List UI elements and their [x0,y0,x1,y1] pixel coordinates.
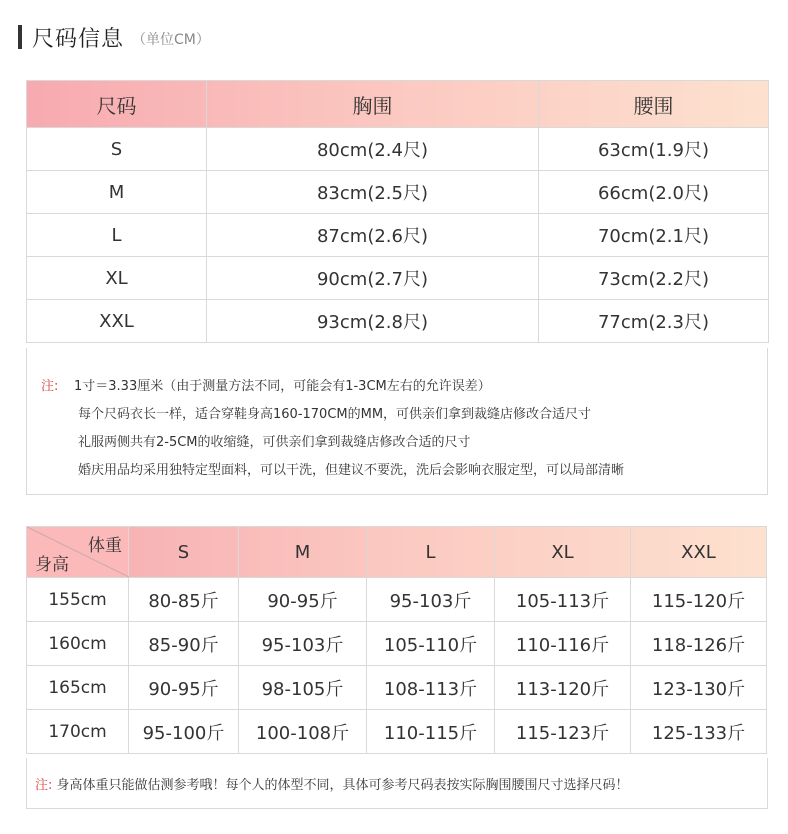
size-cell: XL [27,257,207,300]
weight-cell: 105-113斤 [495,578,631,622]
weight-cell: 95-103斤 [367,578,495,622]
weight-cell: 115-120斤 [631,578,767,622]
weight-cell: 110-116斤 [495,622,631,666]
table-row [27,578,767,622]
weight-cell: 125-133斤 [631,710,767,754]
chest-cell: 87cm(2.6尺) [207,214,539,257]
waist-cell: 66cm(2.0尺) [539,171,769,214]
chest-cell: 83cm(2.5尺) [207,171,539,214]
size-table-header [27,81,769,128]
weight-cell: 113-120斤 [495,666,631,710]
table-row [27,710,767,754]
height-weight-table [26,526,767,754]
corner-weight-label: 体重 [88,536,122,556]
bottom-note-box [26,758,768,809]
size-cell: XXL [27,300,207,343]
header-size-s: S [129,527,239,578]
table-row [27,666,767,710]
weight-cell: 123-130斤 [631,666,767,710]
header-waist: 腰围 [539,81,769,128]
table-row [27,257,769,300]
note-line-4: 婚庆用品均采用独特定型面料，可以干洗，但建议不要洗，洗后会影响衣服定型，可以局部清晰 [78,463,625,478]
weight-cell: 85-90斤 [129,622,239,666]
section-header [18,22,210,52]
table-row [27,300,769,343]
header-size-xxl: XXL [631,527,767,578]
bottom-note-text: 身高体重只能做估测参考哦！每个人的体型不同，具体可参考尺码表按实际胸围腰围尺寸选择尺码！ [56,778,629,793]
size-cell: S [27,128,207,171]
weight-cell: 80-85斤 [129,578,239,622]
table-row [27,214,769,257]
table-row [27,622,767,666]
weight-cell: 90-95斤 [129,666,239,710]
chest-cell: 80cm(2.4尺) [207,128,539,171]
header-size-l: L [367,527,495,578]
wh-table-header [27,527,767,578]
chest-cell: 93cm(2.8尺) [207,300,539,343]
height-cell: 170cm [27,710,129,754]
height-cell: 165cm [27,666,129,710]
size-cell: M [27,171,207,214]
unit-label: （单位CM） [132,32,210,48]
weight-cell: 105-110斤 [367,622,495,666]
weight-cell: 95-100斤 [129,710,239,754]
weight-cell: 95-103斤 [239,622,367,666]
chest-cell: 90cm(2.7尺) [207,257,539,300]
size-table [26,80,769,343]
bottom-note [35,774,629,793]
weight-cell: 115-123斤 [495,710,631,754]
weight-cell: 90-95斤 [239,578,367,622]
weight-cell: 110-115斤 [367,710,495,754]
note-line-1: 1寸＝3.33厘米（由于测量方法不同，可能会有1-3CM左右的允许误差） [74,379,491,394]
title-marker [18,25,22,49]
note-line-3: 礼服两侧共有2-5CM的收缩缝，可供亲们拿到裁缝店修改合适的尺寸 [78,435,471,450]
notes-box [26,348,768,495]
size-cell: L [27,214,207,257]
weight-cell: 108-113斤 [367,666,495,710]
header-size: 尺码 [27,81,207,128]
weight-cell: 98-105斤 [239,666,367,710]
table-row [27,171,769,214]
header-chest: 胸围 [207,81,539,128]
waist-cell: 63cm(1.9尺) [539,128,769,171]
corner-cell [27,527,129,578]
header-size-xl: XL [495,527,631,578]
height-cell: 155cm [27,578,129,622]
height-cell: 160cm [27,622,129,666]
header-size-m: M [239,527,367,578]
bottom-note-label: 注: [35,778,53,793]
page-title: 尺码信息 [32,26,125,52]
waist-cell: 77cm(2.3尺) [539,300,769,343]
table-row [27,128,769,171]
corner-height-label: 身高 [35,555,69,575]
weight-cell: 118-126斤 [631,622,767,666]
waist-cell: 70cm(2.1尺) [539,214,769,257]
notes-label: 注: [41,379,59,394]
weight-cell: 100-108斤 [239,710,367,754]
note-line-2: 每个尺码衣长一样，适合穿鞋身高160-170CM的MM，可供亲们拿到裁缝店修改合适尺寸 [78,407,592,422]
waist-cell: 73cm(2.2尺) [539,257,769,300]
